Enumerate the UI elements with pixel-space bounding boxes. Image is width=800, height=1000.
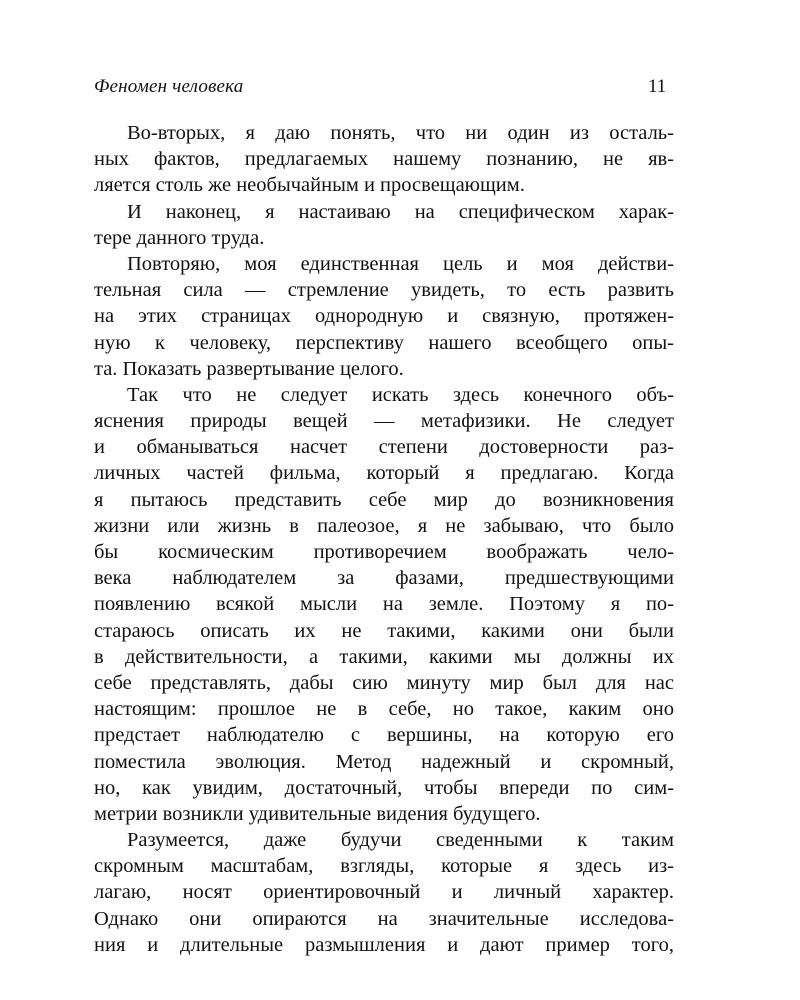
text-line: предстает наблюдателю с вершины, на которую его: [94, 724, 674, 747]
text-line: тере данного труда.: [94, 226, 265, 249]
text-line: та. Показать развертывание целого.: [94, 357, 404, 380]
paragraph: [94, 382, 674, 827]
text-line: появлению всякой мысли на земле. Поэтому я по-: [94, 593, 674, 616]
text-line: Повторяю, моя единственная цель и моя действи-: [127, 252, 674, 275]
text-line: И наконец, я настаиваю на специфическом харак-: [127, 200, 674, 223]
text-line: Однако они опираются на значительные исследова-: [94, 907, 674, 930]
text-line: личных частей фильма, который я предлагаю. Когда: [94, 462, 674, 485]
text-line: бы космическим противоречием воображать чело-: [94, 541, 674, 563]
text-line: ную к человеку, перспективу нашего всеобщего опы-: [94, 331, 674, 354]
text-line: ляется столь же необычайным и просвещающим.: [94, 174, 525, 197]
text-line: Разумеется, даже будучи сведенными к таким: [127, 829, 674, 852]
text-line: лагаю, носят ориентировочный и личный характер.: [94, 881, 674, 904]
text-line: поместила эволюция. Метод надежный и скромный,: [94, 750, 674, 773]
text-line: яснения природы вещей — метафизики. Не следует: [94, 410, 674, 433]
text-line: настоящим: прошлое не в себе, но такое, каким оно: [94, 698, 674, 721]
paragraph: [94, 120, 674, 199]
paragraph: [94, 199, 674, 251]
text-line: метрии возникли удивительные видения будущего.: [94, 802, 541, 825]
text-line: но, как увидим, достаточный, чтобы впереди по сим-: [94, 776, 674, 799]
running-title: Феномен человека: [94, 76, 244, 97]
text-line: на этих страницах однородную и связную, протяжен-: [94, 305, 674, 328]
body-text: [94, 120, 674, 958]
text-line: и обманываться насчет степени достоверности раз-: [94, 436, 674, 459]
text-line: Во-вторых, я даю понять, что ни один из осталь-: [127, 122, 674, 144]
text-line: стараюсь описать их не такими, какими они были: [94, 619, 674, 642]
paragraph: [94, 827, 674, 958]
text-line: себе представлять, дабы сию минуту мир был для нас: [94, 671, 674, 694]
text-line: я пытаюсь представить себе мир до возникновения: [94, 488, 674, 511]
text-line: жизни или жизнь в палеозое, я не забываю, что было: [94, 514, 674, 537]
text-line: в действительности, а такими, какими мы должны их: [94, 645, 674, 668]
text-line: скромным масштабам, взгляды, которые я здесь из-: [94, 855, 674, 878]
text-line: тельная сила — стремление увидеть, то есть развить: [94, 279, 674, 302]
paragraph: [94, 251, 674, 382]
text-line: ния и длительные размышления и дают пример того,: [94, 933, 674, 956]
text-line: века наблюдателем за фазами, предшествующими: [94, 567, 674, 590]
text-line: ных фактов, предлагаемых нашему познанию, не яв-: [94, 148, 674, 171]
text-line: Так что не следует искать здесь конечного объ-: [127, 383, 674, 406]
page-number: 11: [648, 76, 667, 97]
